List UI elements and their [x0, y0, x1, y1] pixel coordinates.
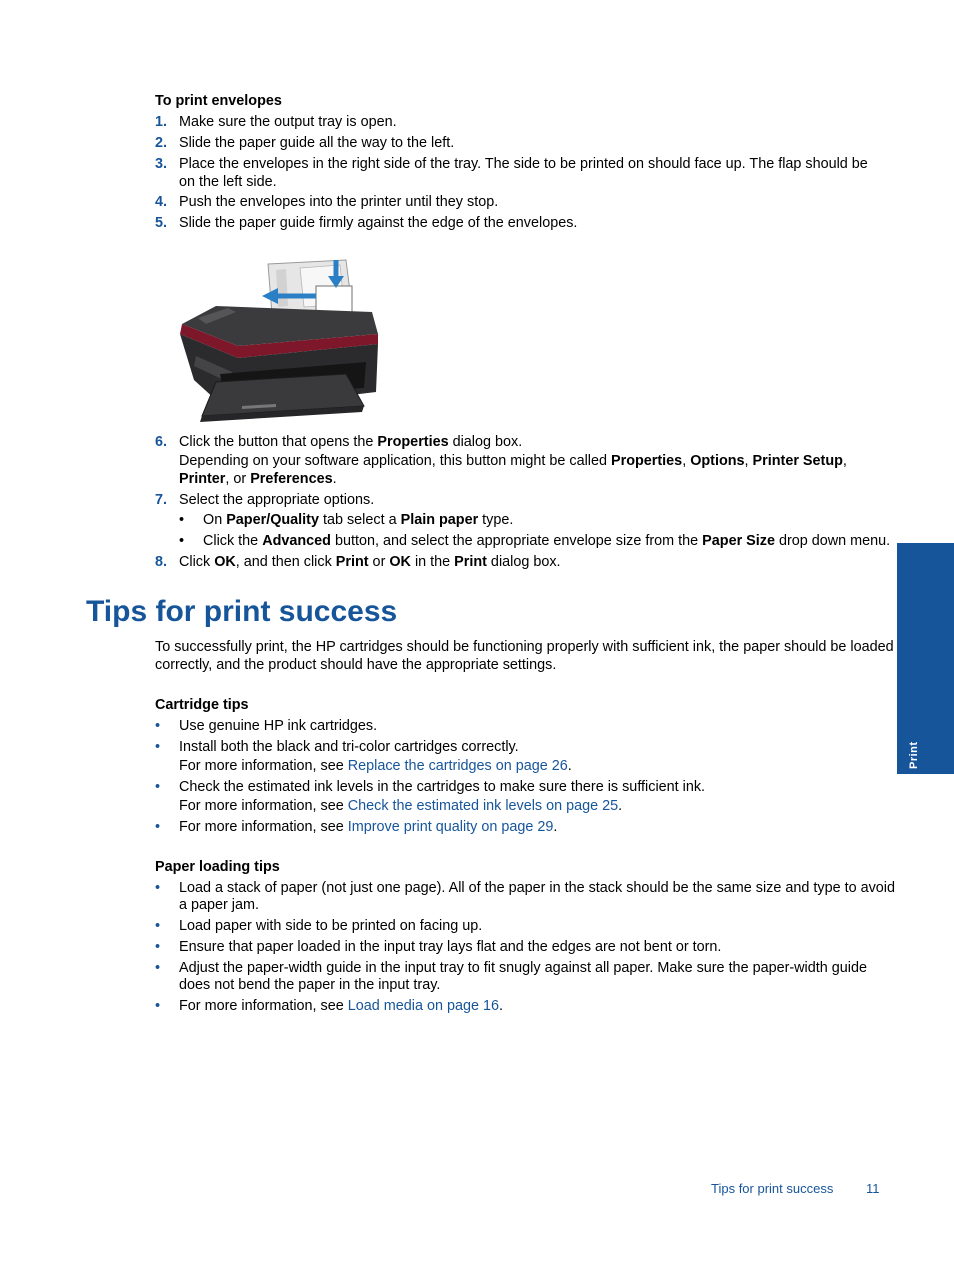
list-item: Load a stack of paper (not just one page). All of the paper in the stack should be the same size and type to avoid — [179, 880, 895, 896]
paper-loading-tips-heading: Paper loading tips — [155, 859, 280, 875]
step-text: Slide the paper guide all the way to the left. — [179, 135, 455, 151]
bullet: • — [155, 739, 161, 755]
bullet: • — [155, 819, 161, 835]
step-text: Select the appropriate options. — [179, 492, 375, 508]
list-item-more-info: For more information, see Load media on page 16. — [179, 998, 503, 1014]
bullet: • — [155, 918, 161, 934]
list-item: Install both the black and tri-color cartridges correctly. — [179, 739, 519, 755]
envelope-icon — [316, 286, 352, 314]
list-item: Ensure that paper loaded in the input tray lays flat and the edges are not bent or torn. — [179, 939, 722, 955]
bullet: • — [155, 998, 161, 1014]
load-media-link[interactable]: Load media on page 16 — [347, 998, 499, 1014]
bullet: • — [155, 779, 161, 795]
envelopes-heading: To print envelopes — [155, 93, 282, 109]
sub-item: On Paper/Quality tab select a Plain paper type. — [203, 512, 514, 528]
list-item-more-info: For more information, see Check the estimated ink levels on page 25. — [179, 798, 623, 814]
section-title: Tips for print success — [86, 595, 398, 628]
list-item-more-info: For more information, see Improve print quality on page 29. — [179, 819, 558, 835]
list-item-continued: does not bend the paper in the input tray. — [179, 977, 441, 993]
step-detail: Depending on your software application, this button might be called Properties, Options, Printer Setup, — [179, 453, 847, 469]
improve-print-quality-link[interactable]: Improve print quality on page 29 — [347, 819, 554, 835]
bullet: • — [155, 939, 161, 955]
bullet: • — [155, 880, 161, 896]
list-item-continued: a paper jam. — [179, 897, 259, 913]
step-text-continued: on the left side. — [179, 174, 277, 190]
step-number: 3. — [155, 156, 168, 172]
step-text: Place the envelopes in the right side of the tray. The side to be printed on should face up. The flap should be — [179, 156, 868, 172]
step-number: 1. — [155, 114, 168, 130]
step-text: Click OK, and then click Print or OK in the Print dialog box. — [179, 554, 561, 570]
step-detail: Printer, or Preferences. — [179, 471, 337, 487]
page-number: 11 — [866, 1181, 880, 1196]
footer-title: Tips for print success — [711, 1181, 834, 1196]
bullet: • — [155, 718, 161, 734]
step-number: 4. — [155, 194, 168, 210]
list-item: Check the estimated ink levels in the cartridges to make sure there is sufficient ink. — [179, 779, 706, 795]
list-item-more-info: For more information, see Replace the cartridges on page 26. — [179, 758, 572, 774]
step-number: 6. — [155, 434, 168, 450]
sub-bullet: • — [179, 512, 185, 528]
step-text: Click the button that opens the Properties dialog box. — [179, 434, 523, 450]
section-intro: To successfully print, the HP cartridges should be functioning properly with sufficient ink, the paper should be loaded — [155, 639, 894, 655]
step-number: 8. — [155, 554, 168, 570]
list-item: Adjust the paper-width guide in the input tray to fit snugly against all paper. Make sure the paper-width guide — [179, 960, 867, 976]
section-intro: correctly, and the product should have the appropriate settings. — [155, 657, 557, 673]
printer-envelope-illustration — [176, 256, 382, 428]
list-item: Load paper with side to be printed on facing up. — [179, 918, 483, 934]
step-text: Push the envelopes into the printer until they stop. — [179, 194, 499, 210]
list-item: Use genuine HP ink cartridges. — [179, 718, 378, 734]
sub-item: Click the Advanced button, and select the appropriate envelope size from the Paper Size drop down menu. — [203, 533, 891, 549]
sub-bullet: • — [179, 533, 185, 549]
chapter-side-tab — [897, 543, 954, 774]
cartridge-tips-heading: Cartridge tips — [155, 697, 249, 713]
check-ink-levels-link[interactable]: Check the estimated ink levels on page 25 — [347, 798, 619, 814]
bullet: • — [155, 960, 161, 976]
replace-cartridges-link[interactable]: Replace the cartridges on page 26 — [347, 758, 568, 774]
step-number: 5. — [155, 215, 168, 231]
chapter-side-tab-label: Print — [908, 741, 920, 769]
step-number: 2. — [155, 135, 168, 151]
step-text: Make sure the output tray is open. — [179, 114, 397, 130]
step-text: Slide the paper guide firmly against the edge of the envelopes. — [179, 215, 578, 231]
step-number: 7. — [155, 492, 168, 508]
